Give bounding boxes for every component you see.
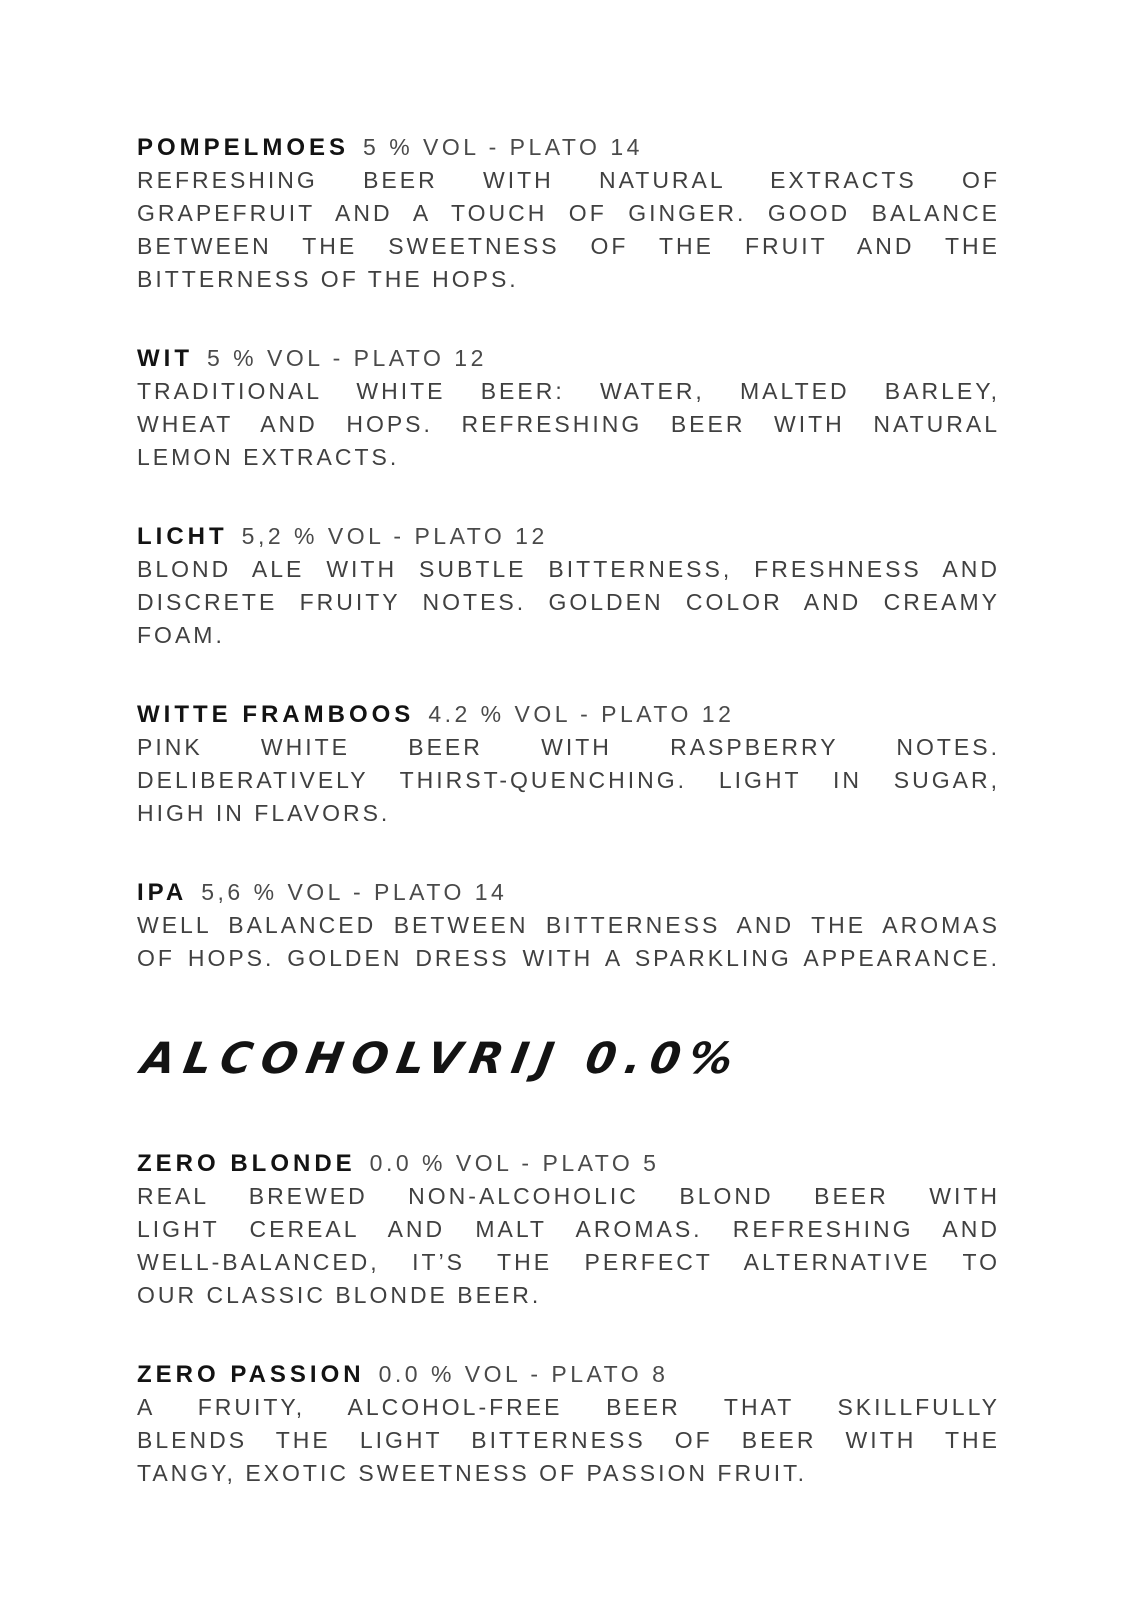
beer-title-row <box>137 131 1000 164</box>
description-line: HIGH IN FLAVORS. <box>137 800 391 826</box>
beer-section-licht <box>137 520 1000 652</box>
beer-description <box>137 731 1000 830</box>
beer-description <box>137 375 1000 474</box>
description-line: DISCRETE FRUITY NOTES. GOLDEN COLOR AND CREAMY <box>137 589 1000 615</box>
beer-title-row <box>137 1358 1000 1391</box>
description-line: LIGHT CEREAL AND MALT AROMAS. REFRESHING AND <box>137 1216 1000 1242</box>
beer-title-row <box>137 520 1000 553</box>
beer-specs: 4.2 % VOL - PLATO 12 <box>428 701 735 727</box>
beer-specs: 5,6 % VOL - PLATO 14 <box>201 879 508 905</box>
description-line: BLOND ALE WITH SUBTLE BITTERNESS, FRESHNESS AND <box>137 556 1000 582</box>
description-line: WELL-BALANCED, IT’S THE PERFECT ALTERNATIVE TO <box>137 1249 1000 1275</box>
description-line: BLENDS THE LIGHT BITTERNESS OF BEER WITH THE <box>137 1427 1000 1453</box>
beer-description <box>137 909 1000 975</box>
description-line: TANGY, EXOTIC SWEETNESS OF PASSION FRUIT. <box>137 1460 807 1486</box>
description-line: BETWEEN THE SWEETNESS OF THE FRUIT AND THE <box>137 233 1000 259</box>
beer-section-zero-blonde <box>137 1147 1000 1312</box>
description-line: A FRUITY, ALCOHOL-FREE BEER THAT SKILLFULLY <box>137 1394 1000 1420</box>
beer-title-row <box>137 876 1000 909</box>
beer-description <box>137 553 1000 652</box>
beer-name: POMPELMOES <box>137 134 350 161</box>
beer-name: ZERO BLONDE <box>137 1150 356 1177</box>
description-line: REAL BREWED NON-ALCOHOLIC BLOND BEER WITH <box>137 1183 1000 1209</box>
beer-specs: 5 % VOL - PLATO 12 <box>206 345 487 371</box>
beer-section-witte-framboos <box>137 698 1000 830</box>
description-line: TRADITIONAL WHITE BEER: WATER, MALTED BARLEY, <box>137 378 1000 404</box>
description-line: PINK WHITE BEER WITH RASPBERRY NOTES. <box>137 734 1000 760</box>
beer-description <box>137 1391 1000 1490</box>
description-line: OF HOPS. GOLDEN DRESS WITH A SPARKLING APPEARANCE. <box>137 945 1000 971</box>
beer-section-pompelmoes <box>137 131 1000 296</box>
description-line: DELIBERATIVELY THIRST-QUENCHING. LIGHT IN SUGAR, <box>137 767 1000 793</box>
beer-description <box>137 164 1000 296</box>
beer-specs: 5,2 % VOL - PLATO 12 <box>241 523 548 549</box>
beer-section-wit <box>137 342 1000 474</box>
beer-specs: 0.0 % VOL - PLATO 8 <box>378 1361 669 1387</box>
description-line: REFRESHING BEER WITH NATURAL EXTRACTS OF <box>137 167 1000 193</box>
description-line: WHEAT AND HOPS. REFRESHING BEER WITH NATURAL <box>137 411 1000 437</box>
beer-name: WIT <box>137 345 193 372</box>
beer-name: LICHT <box>137 523 228 550</box>
beer-title-row <box>137 1147 1000 1180</box>
description-line: OUR CLASSIC BLONDE BEER. <box>137 1282 542 1308</box>
beer-name: ZERO PASSION <box>137 1361 365 1388</box>
beer-title-row <box>137 698 1000 731</box>
beer-title-row <box>137 342 1000 375</box>
description-line: FOAM. <box>137 622 225 648</box>
category-header-alcoholvrij: ALCOHOLVRIJ 0.0% <box>137 1034 746 1084</box>
beer-specs: 5 % VOL - PLATO 14 <box>363 134 643 160</box>
description-line: BITTERNESS OF THE HOPS. <box>137 266 519 292</box>
beer-section-ipa <box>137 876 1000 975</box>
description-line: GRAPEFRUIT AND A TOUCH OF GINGER. GOOD BALANCE <box>137 200 1000 226</box>
description-line: LEMON EXTRACTS. <box>137 444 400 470</box>
description-line: WELL BALANCED BETWEEN BITTERNESS AND THE AROMAS <box>137 912 1000 938</box>
beer-section-zero-passion <box>137 1358 1000 1490</box>
beer-specs: 0.0 % VOL - PLATO 5 <box>369 1150 660 1176</box>
beer-description <box>137 1180 1000 1312</box>
beer-name: WITTE FRAMBOOS <box>137 701 415 728</box>
beer-name: IPA <box>137 879 188 906</box>
